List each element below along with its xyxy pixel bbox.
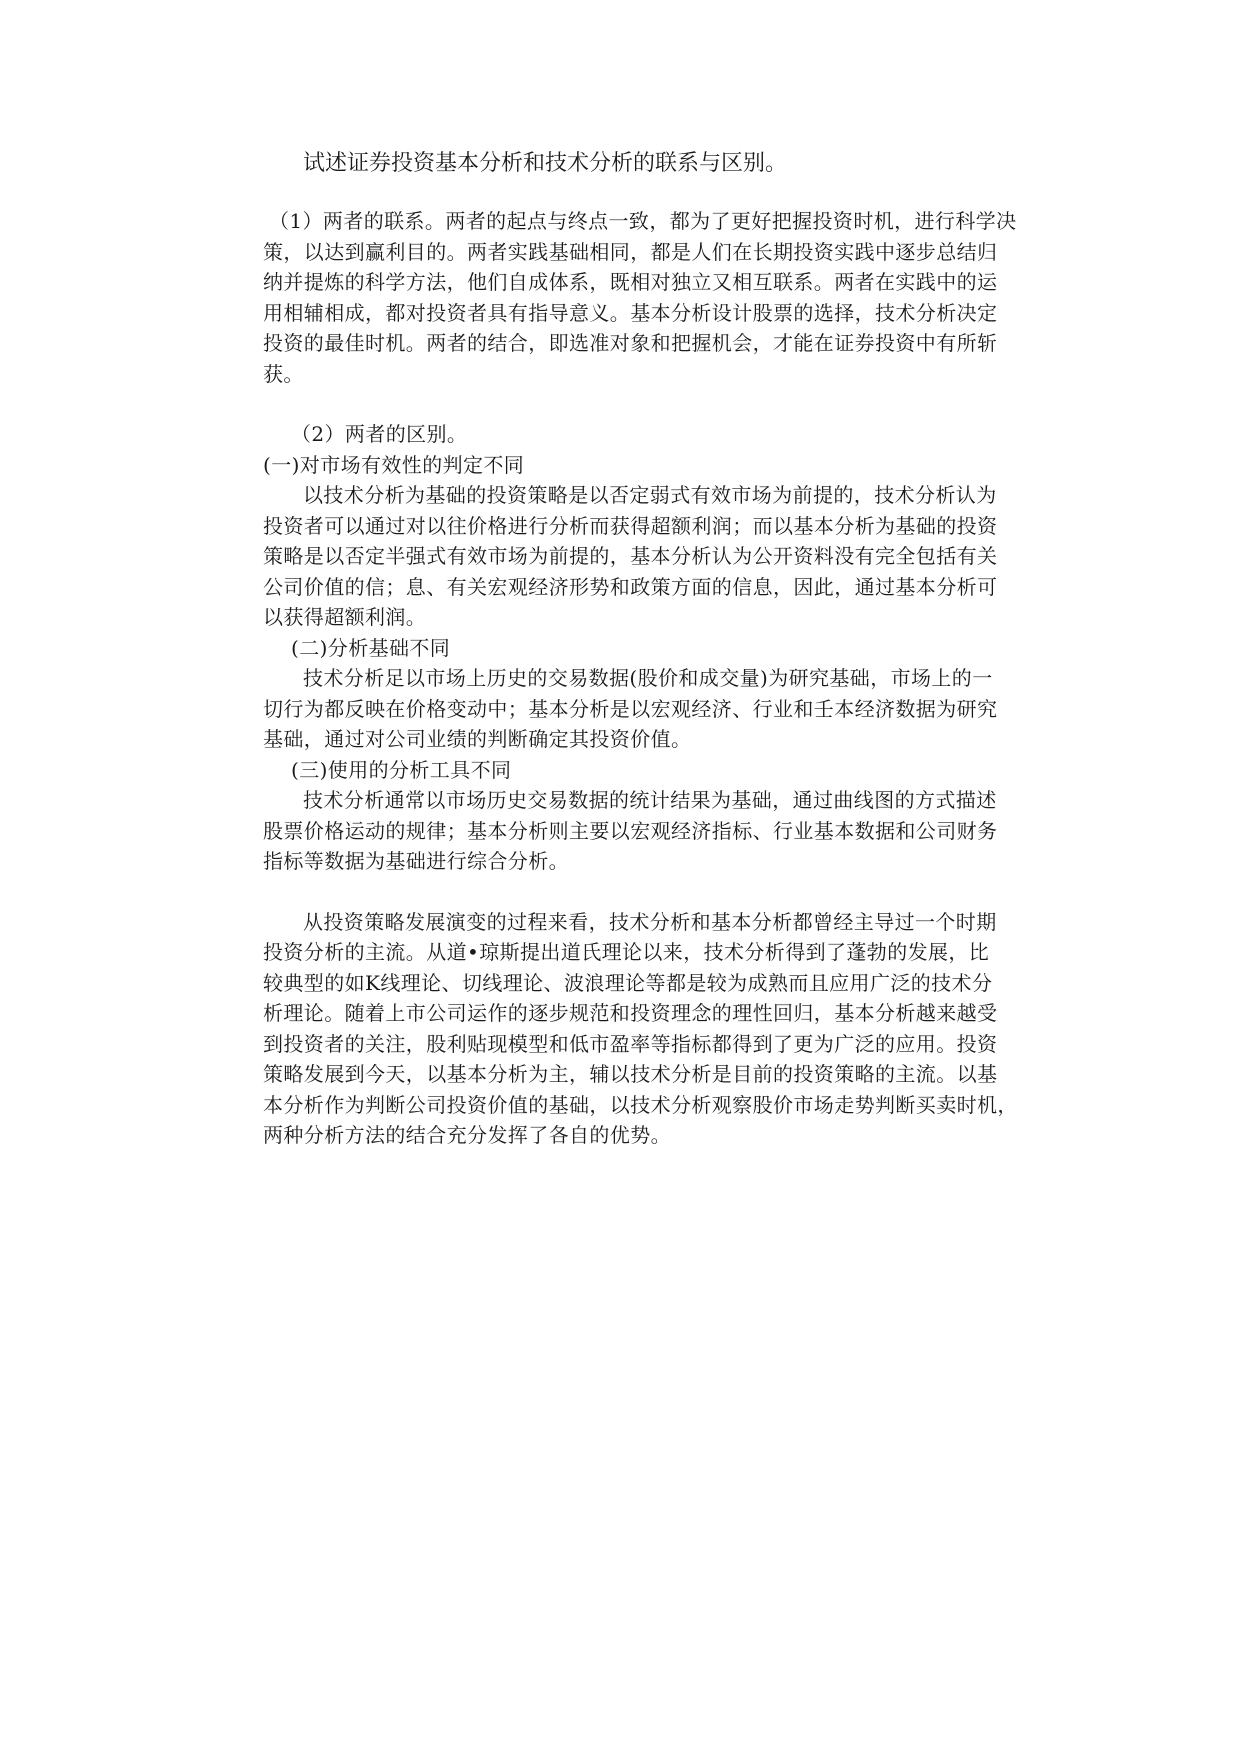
paragraph-line: 析理论。随着上市公司运作的逐步规范和投资理念的理性回归，基本分析越来越受: [263, 1001, 998, 1025]
paragraph-line: 纳并提炼的科学方法，他们自成体系，既相对独立又相互联系。两者在实践中的运: [263, 270, 998, 294]
subsection-heading-3: (三)使用的分析工具不同: [291, 757, 512, 782]
paragraph-line: 股票价格运动的规律；基本分析则主要以宏观经济指标、行业基本数据和公司财务: [263, 818, 998, 843]
paragraph-line: 策，以达到赢利目的。两者实践基础相同，都是人们在长期投资实践中逐步总结归: [263, 239, 998, 264]
section-connection: [263, 206, 1053, 389]
paragraph-line: 较典型的如K线理论、切线理论、波浪理论等都是较为成熟而且应用广泛的技术分: [263, 970, 993, 995]
paragraph-line: 本分析作为判断公司投资价值的基础，以技术分析观察股价市场走势判断买卖时机，: [263, 1092, 1018, 1117]
subsection-heading-1: (一)对市场有效性的判定不同: [263, 452, 525, 477]
paragraph-line: （1）两者的联系。两者的起点与终点一致，都为了更好把握投资时机，进行科学决: [269, 209, 1017, 233]
paragraph-line: 投资的最佳时机。两者的结合，即选准对象和把握机会，才能在证券投资中有所斩: [263, 331, 998, 355]
paragraph-line: 公司价值的信；息、有关宏观经济形势和政策方面的信息，因此，通过基本分析可: [263, 574, 998, 599]
paragraph-line: 指标等数据为基础进行综合分析。: [263, 849, 569, 873]
paragraph-line: 技术分析足以市场上历史的交易数据(股价和成交量)为研究基础，市场上的一: [303, 666, 993, 690]
section-difference: [263, 419, 1053, 877]
paragraph-line: 两种分析方法的结合充分发挥了各自的优势。: [263, 1123, 671, 1147]
spacer: [263, 877, 1053, 907]
paragraph-line: 从投资策略发展演变的过程来看，技术分析和基本分析都曾经主导过一个时期: [303, 909, 997, 934]
document-page: [263, 148, 1053, 1151]
section-conclusion: [263, 907, 1053, 1151]
paragraph-line: 以获得超额利润。: [263, 605, 427, 629]
paragraph-line: 以技术分析为基础的投资策略是以否定弱式有效市场为前提的，技术分析认为: [303, 483, 997, 507]
paragraph-line: 策略是以否定半强式有效市场为前提的，基本分析认为公开资料没有完全包括有关: [263, 544, 998, 568]
spacer: [263, 389, 1053, 419]
subsection-heading-2: (二)分析基础不同: [291, 635, 451, 660]
paragraph-line: 技术分析通常以市场历史交易数据的统计结果为基础，通过曲线图的方式描述: [303, 788, 997, 812]
paragraph-line: 用相辅相成，都对投资者具有指导意义。基本分析设计股票的选择，技术分析决定: [263, 300, 998, 325]
document-title: 试述证券投资基本分析和技术分析的联系与区别。: [303, 151, 788, 176]
paragraph-line: 获。: [263, 361, 304, 386]
paragraph-line: 策略发展到今天，以基本分析为主，辅以技术分析是目前的投资策略的主流。以基: [263, 1062, 998, 1086]
paragraph-line: 基础，通过对公司业绩的判断确定其投资价值。: [263, 727, 692, 751]
paragraph-line: 到投资者的关注，股利贴现模型和低市盈率等指标都得到了更为广泛的应用。投资: [263, 1031, 998, 1056]
paragraph-line: 切行为都反映在价格变动中；基本分析是以宏观经济、行业和壬本经济数据为研究: [263, 696, 998, 721]
paragraph-line: 投资分析的主流。从道•琼斯提出道氏理论以来，技术分析得到了蓬勃的发展，比: [263, 940, 990, 964]
section-heading: （2）两者的区别。: [291, 422, 468, 446]
paragraph-line: 投资者可以通过对以往价格进行分析而获得超额利润；而以基本分析为基础的投资: [263, 513, 998, 538]
